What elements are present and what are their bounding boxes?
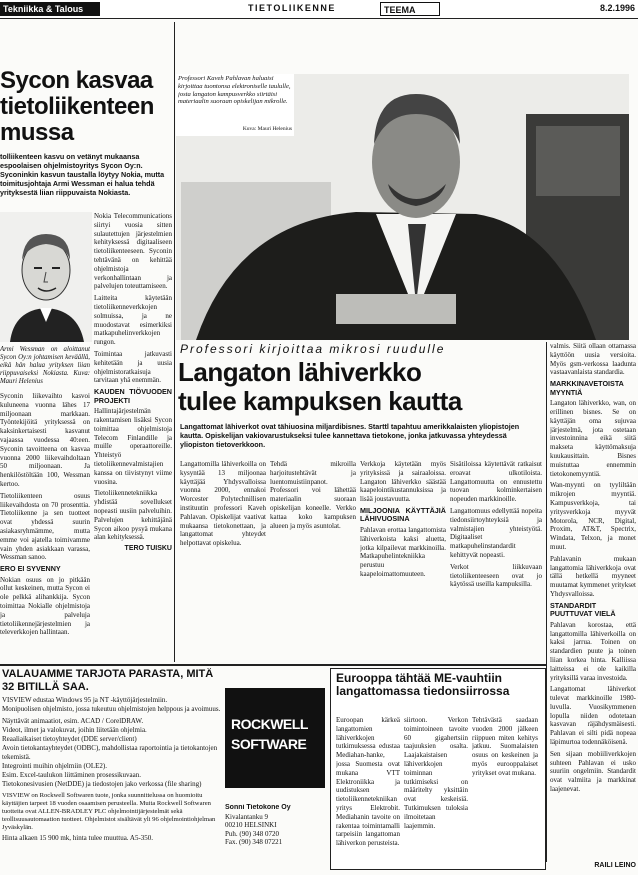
ad-intro-2: Monipuolisen ohjelmisto, jossa tukeutuu ohjelmistojen helppous ja avoimuus.: [2, 705, 221, 713]
right-body-5: Langattomat lähiverkot tulevat markkinoille 1980-luvulla. Vuosikymmenen lopulla niiden odotetaan kasvavan räjähdysmäisesti. Pahlavan ei silti pidä nopeaa läpimurtoa todennäköisenä.: [550, 685, 636, 747]
main-col-2: Tehdä mikroilla harjoitustehtävät ja luentomuistiinpanot. Professori voi lähettää materiaalin suoraan opiskelijan koneelle. Verkko kattaa koko kampuksen alueen ja myös asuntolat.: [270, 460, 356, 530]
section-label: Tekniikka & Talous: [0, 2, 100, 16]
right-top-para: valmis. Siitä ollaan ottamassa käyttöön uusia versioita. Myös gsm-verkossa laadunta vastaavanlaista standardia.: [550, 342, 636, 377]
ad-contact: [225, 804, 325, 847]
main-kicker: Professori kirjoittaa mikrosi ruudulle: [180, 342, 446, 356]
main-col3-para-b: Pahlavan erottaa langattomista lähiverkoista kaksi aluetta, jotka kilpailevat markkinoilla. Matkapuhelintekniikka perustuu kaapeloimattomuuteen.: [360, 525, 446, 578]
right-subhead-1: MARKKINAVETOISTA MYYNTIÄ: [550, 379, 624, 397]
main-col-1: Langattomilla lähiverkoilla on kysyntää 13 miljoonaa käyttäjää Yhdysvalloissa vuonna 2000, ennakoi Worcester Polytechnillisen instituutin professori Kaveh Pahlavan. Opiskelijat vaativat mukaansa tietokonettaan, ja langattomat yhteydet helpottavat opiskelua.: [180, 460, 266, 548]
issue-date: 8.2.1996: [599, 3, 635, 13]
main-col4-para: Sisätiloissa käytettävät ratkaisut eroavat ulkotiloista. Langattomuutta on ennustettu tuovan kolminkertaisen nopeuden markkinoille.: [450, 460, 542, 504]
main-col4-para-b: Langattomuus edellyttää nopeita tiedonsiirtoyhteyksiä ja valmistajien yhteistyötä. Digitaaliset matkapuhelinstandardit kehittyvät nopeasti.: [450, 506, 542, 559]
photo-caption: Professori Kaveh Pahlavan haluaisi kirjoittaa tuontonsa elektroniselle taululle, josta langaton kampusverkko siirtäisi materiaalin suoraan opiskelijan mikrolle.: [178, 75, 291, 106]
logo-text-2: SOFTWARE: [231, 736, 307, 752]
col2-para-b: Laitteita käytetään tietoliikenneverkkojen solmuissa, ja ne muodostavat esimerkiksi matkapuhelinverkkojen rungon.: [94, 294, 172, 347]
portrait-photo: [0, 212, 92, 342]
left-signature: TERO TUISKU: [124, 545, 172, 553]
ad-feature-7: Tietokonesivusien (NetDDE) ja tiedostojen jako verkossa (file sharing): [2, 780, 202, 788]
ad-intro: VISVIEW edustaa Windows 95 ja NT -käyttöjärjestelmiin.: [2, 696, 168, 704]
ad-feature-4: Avoin tietokantayhteydet (ODBC), mahdollistaa raportointia ja tietokantojen tekemistä.: [2, 744, 218, 761]
main-col3-para: Verkkoja käytetään myös yrityksissä ja sairaaloissa. Langaton lähiverkko säästää kaapelointikustannuksissa ja lisää joustavuutta.: [360, 460, 446, 504]
left-body-b: Tietoliikenteen osuus liikevaihdosta on 70 prosenttia. Tietoliikenne ja sen tuotteet ovat yhdessä suurin asiakasryhmämme, mutta emme voi ajatella toimivamme vain yhden asiakkaan varassa, Wessman sanoo.: [0, 491, 90, 562]
ad-top-rule: [0, 664, 546, 666]
publication-name: TIETOLIIKENNE: [248, 3, 336, 13]
col2-para-c: Toimintaa jatkuvasti kehitetään ja uusia ohjelmistoratkaisuja tarvitaan yhä enemmän.: [94, 349, 172, 385]
left-lead: tolliikenteen kasvu on vetänyt mukaansa espoolaisen ohjelmistoyritys Sycon Oy:n. Syconinkin kasvun taustalla löytyy Nokia, mutta toimitusjohtaja Armi Wessman ei halua tehdä yrityksestä liian riippuvaista Nokiasta.: [0, 152, 165, 197]
ad-body: VISVIEW on Rockwell Softwaren tuote, jonka suunnittelussa on huomioitu käyttäjien tarpeet 18 vuoden osaamisen perusteella. Muita Rockwell Softwaren tuotteita ovat ALLEN-BRADLEY PLC ohjelmointijärjestelmät sekä teollisuusautomaation tuotteet. Ohjelmistot sisältävät yli 96 ohjelmointiohjelman Jyväskylän.: [2, 792, 216, 831]
europe-headline: Eurooppa tähtää ME-vauhtiin langattomassa tiedonsiirrossa: [336, 672, 510, 698]
right-body-1: Langaton lähiverkko, wan, on erillinen bisnes. Se on käyttäjän oma sujuvaa järjestelmä, jota ostetaan investoinnina eikä siitä makseta käyttömaksuja kuukausittain. Bisnes muistuttaa ennemmin tietokonemyyntiä.: [550, 399, 636, 478]
ad-fax: Fax. (90) 348 07221: [225, 838, 283, 846]
main-lead: Langattomat lähiverkot ovat tähiuosina miljardibisnes. Starttl tapahtuu amerikkalaisten yliopistojen kautta. Opiskelijan vakiovarustukseksi tulee kannettava tietokone, jonka jatkuvassa yhteydessä yliopiston tietoverkkoon.: [180, 422, 520, 449]
logo-text-1: ROCKWELL: [231, 716, 308, 732]
right-body-3: Pahlavanin mukaan langattomia lähiverkkoja ovat tällä hetkellä myyneet muutamat kymmenet yritykset Yhdysvalloissa.: [550, 554, 636, 598]
ad-feature-2: Videot, ilmet ja valokuvat, joihin liitetään ohjelmia.: [2, 726, 147, 734]
right-column: [550, 342, 636, 862]
right-column-divider: [546, 342, 547, 862]
left-subhead-1: ERO EI SYVENNY: [0, 564, 61, 574]
col2-para-e: Tietoliikennetekniikka yhdistää sovellukset nopeasti uusiin palveluihin. Palvelujen kehittäjänä Sycon aikoo pysyä mukana alan kehityksessä.: [94, 489, 172, 542]
ad-feature-1: Näyttävät animaatiot, esim. ACAD / CorelDRAW.: [2, 717, 144, 725]
left-column-1: [0, 392, 90, 640]
teema-label: TEEMA: [380, 2, 440, 16]
ad-feature-5: Integrointi muihin ohjelmiin (OLE2).: [2, 762, 107, 770]
europe-col-1: Euroopan kärkeä langattomien lähiverkkojen tutkimuksessa edustaa Mediahan-hanke, jossa Suomesta ovat mukana VTT Elektroniikka ja uudistuksen tietoliikennetekniikan yritys Elektrobit. Mediahanin tavoite on rakentaa toimintamalli tarpeisiin langattoman lähiverkon perusteista.: [336, 716, 400, 848]
col2-para-a: Nokia Telecommunications siirtyi vuosia sitten sulautettujen järjestelmien kehityksessä digitaaliseen tietoliikenteeseen. Syconin tehtävänä on kehittää ohjelmistoja verkonhallintaan ja palvelujen toteuttamiseen.: [94, 212, 172, 291]
main-col3-subhead: MILJOONIA KÄYTTÄJIÄ LÄHIVUOSINA: [360, 505, 446, 524]
ad-price: Hinta alkaen 15 900 mk, hinta tulee muuttua. A5-350.: [2, 834, 154, 842]
ad-city: 00210 HELSINKI: [225, 821, 277, 829]
ad-headline: VALAUAMME TARJOTA PARASTA, MITÄ 32 BITILLÄ SAA.: [2, 668, 214, 693]
rockwell-logo-box: [225, 688, 325, 788]
left-body-c: Nokian osuus on jo pitkään ollut keskeinen, mutta Sycon ei ole pelkkä alihankkija. Sycon toimittaa Nokialle ohjelmistoja ja palveluja tietoliikennejärjestelmien ja televerkkojen hallintaan.: [0, 575, 90, 637]
main-col-4: [450, 460, 542, 660]
main-headline: Langaton lähiverkko tulee kampuksen kautta: [178, 358, 462, 416]
col2-para-d: Hallintajärjestelmän rakentamisen lisäksi Sycon toimittaa ohjelmistoja Telecom Finlandille ja muille operaattoreille. Yhteistyö tietoliikennevalmistajien kanssa on tiivistynyt viime vuosina.: [94, 407, 172, 486]
ad-phone: Puh. (90) 348 0720: [225, 829, 280, 838]
left-column-2: [94, 212, 172, 662]
ad-feature-6: Esim. Excel-taulukon liittäminen prosessikuvaan.: [2, 771, 141, 779]
right-body-2: Wan-myynti on tyyliltään mikrojen myyntiä. Kampusverkkoja, tai yritysverkkoja myyvät Motorola, NCR, Digital, Proxim, AT&T, Spectrix, Windata, Telxon, ja monet muut.: [550, 481, 636, 551]
europe-col-2: siirtoon. Verkon toimintoineen tavoite 60 gigahertsiin taajuuksien osalta. Laajakaistaisen lähiverkkojen toiminnan tutkimiseksi on määritelty yksittäin ovat keskeisiä. Tutkimuksen tuloksia ilmoitetaan laajemmin.: [404, 716, 468, 830]
column-divider: [174, 22, 175, 662]
europe-col-3: Tehtävästä saadaan vuoden 2000 jälkeen riippuen miten kehitys jatkuu. Suomalaisten osuus on keskeinen ja myös eurooppalaiset yritykset ovat mukana.: [472, 716, 538, 777]
right-body-6: Sen sijaan mobiiliverkkojen suhteen Pahlavan ei usko suuriin ongelmiin. Standardit ovat valmiita ja markkinat laajenevat.: [550, 749, 636, 794]
right-subhead-2: STANDARDIT PUUTTUVAT VIELÄ: [550, 600, 616, 619]
portrait-caption: Armi Wessman on aloittanut Sycon Oy:n johtamisen keväällä, eikä hän halua yrityksen liian riippuvaiseksi Nokiasta. Kuva: Mauri Helenius: [0, 346, 90, 385]
ad-company: Sonni Tietokone Oy: [225, 804, 291, 811]
ad-feature-3: Reaaliaikaiset tietoyhteydet (DDE server/client): [2, 735, 137, 743]
left-body-a: Syconin liikevaihto kasvoi kuluneena vuonna lähes 17 miljoonaan markkaan. Työntekijöitä yrityksessä on kaksinkertaisesti kasvanut vajaassa vuodessa 40:een. Syconin tavoitteena on kasvaa vuonna 2000 liikevaihdoltaan 50 miljoonaan. Ja henkilöstöltään 100, Wessman kertoo.: [0, 392, 90, 488]
col2-subhead: KAUDEN TIÖVUODEN PROJEKTI: [94, 387, 172, 405]
right-body-4: Pahlavan korostaa, että langattomilla lähiverkoilla on kaksi jarrua. Toinen on standardien puute ja toinen liian korkea hinta. Kalliissa laitteissa ei ole kaikilla yrityksillä varaa investoida.: [550, 620, 636, 682]
right-signature: RAILI LEINO: [594, 862, 636, 869]
photo-credit: Kuva: Mauri Helenius: [242, 126, 292, 132]
main-col4-para-c: Verkot liikkuvaan tietoliikenteeseen ovat jo käytössä useilla kampuksilla.: [450, 562, 542, 589]
main-col-3: [360, 460, 446, 660]
ad-text-block: [2, 696, 222, 843]
ad-address: Kivalantanku 9: [225, 812, 268, 821]
left-headline: Sycon kasvaa tietoliikenteen mussa: [0, 68, 154, 146]
